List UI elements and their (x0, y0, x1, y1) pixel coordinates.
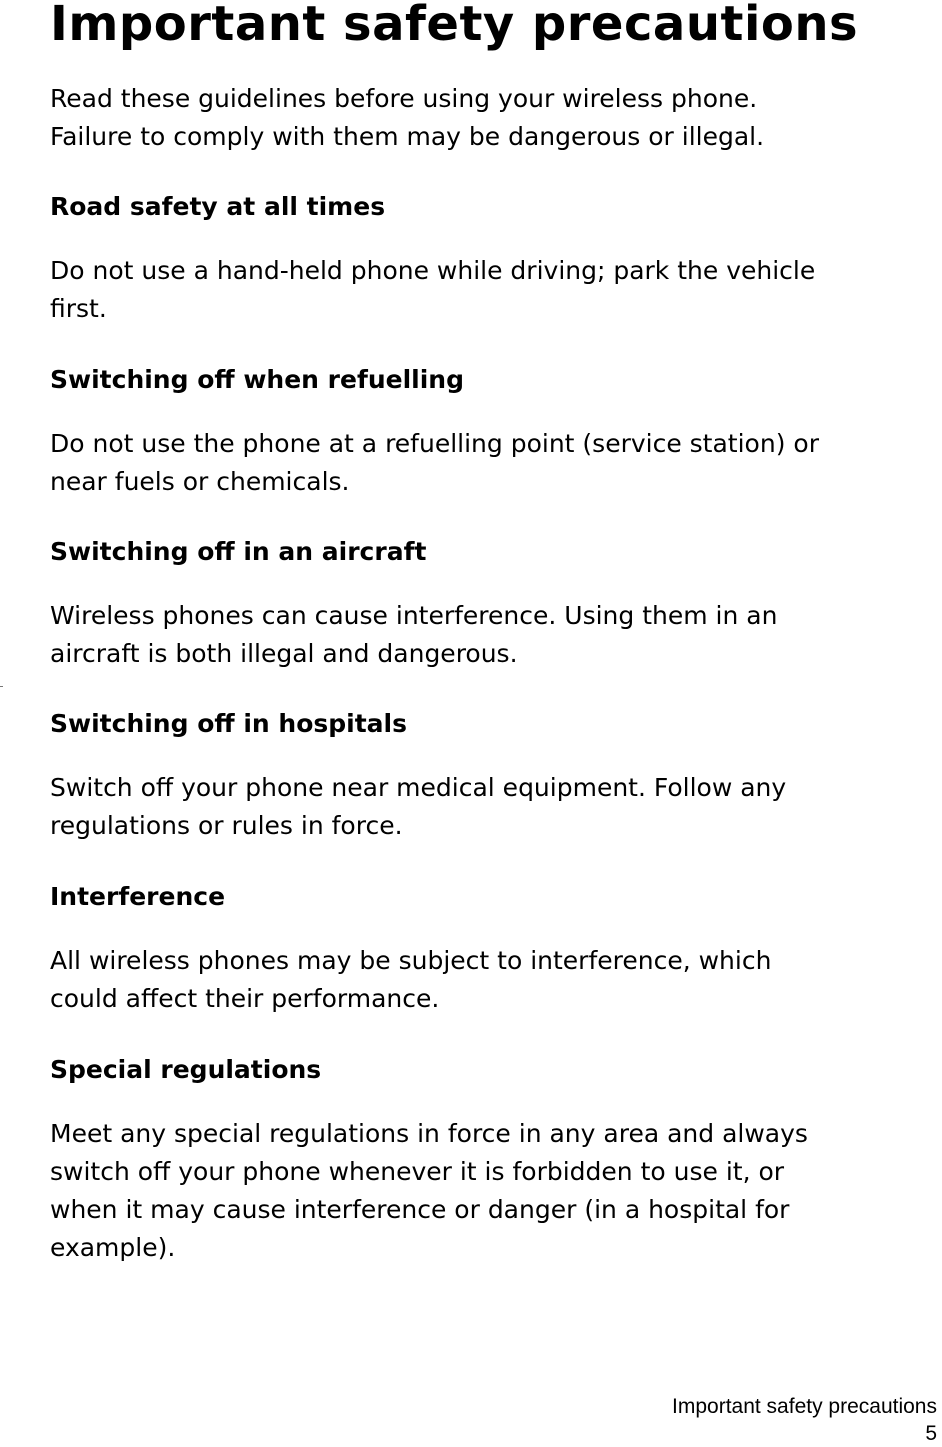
section-hospitals (50, 709, 942, 845)
body-line: could affect their performance. (50, 984, 440, 1013)
section-body (50, 1115, 942, 1267)
page-footer (672, 1393, 937, 1447)
body-line: first. (50, 294, 107, 323)
section-refuelling (50, 365, 942, 501)
section-interference (50, 882, 942, 1018)
body-line: regulations or rules in force. (50, 811, 403, 840)
section-road-safety (50, 192, 942, 328)
margin-mark (0, 686, 3, 687)
body-line: switch off your phone whenever it is forbidden to use it, or (50, 1157, 785, 1186)
intro-paragraph (50, 80, 942, 156)
section-special-regulations (50, 1055, 942, 1267)
footer-section-name: Important safety precautions (672, 1395, 937, 1418)
body-line: Do not use the phone at a refuelling point (service station) or (50, 429, 819, 458)
body-line: All wireless phones may be subject to interference, which (50, 946, 772, 975)
section-heading: Interference (50, 882, 226, 911)
section-heading: Road safety at all times (50, 192, 386, 221)
intro-line: Read these guidelines before using your wireless phone. (50, 84, 758, 113)
section-body (50, 252, 942, 328)
page-title: Important safety precautions (50, 0, 859, 52)
body-line: when it may cause interference or danger (in a hospital for (50, 1195, 790, 1224)
section-heading: Switching off in hospitals (50, 709, 407, 738)
section-body (50, 769, 942, 845)
body-line: Wireless phones can cause interference. Using them in an (50, 601, 778, 630)
section-aircraft (50, 537, 942, 673)
body-line: example). (50, 1233, 176, 1262)
body-line: Do not use a hand-held phone while driving; park the vehicle (50, 256, 816, 285)
intro-line: Failure to comply with them may be dangerous or illegal. (50, 122, 765, 151)
section-body (50, 597, 942, 673)
section-body (50, 942, 942, 1018)
section-body (50, 425, 942, 501)
section-heading: Switching off when refuelling (50, 365, 465, 394)
body-line: near fuels or chemicals. (50, 467, 350, 496)
body-line: Meet any special regulations in force in any area and always (50, 1119, 808, 1148)
document-page (50, 0, 942, 156)
body-line: aircraft is both illegal and dangerous. (50, 639, 518, 668)
page-number: 5 (925, 1422, 937, 1445)
section-heading: Special regulations (50, 1055, 322, 1084)
body-line: Switch off your phone near medical equipment. Follow any (50, 773, 787, 802)
section-heading: Switching off in an aircraft (50, 537, 427, 566)
